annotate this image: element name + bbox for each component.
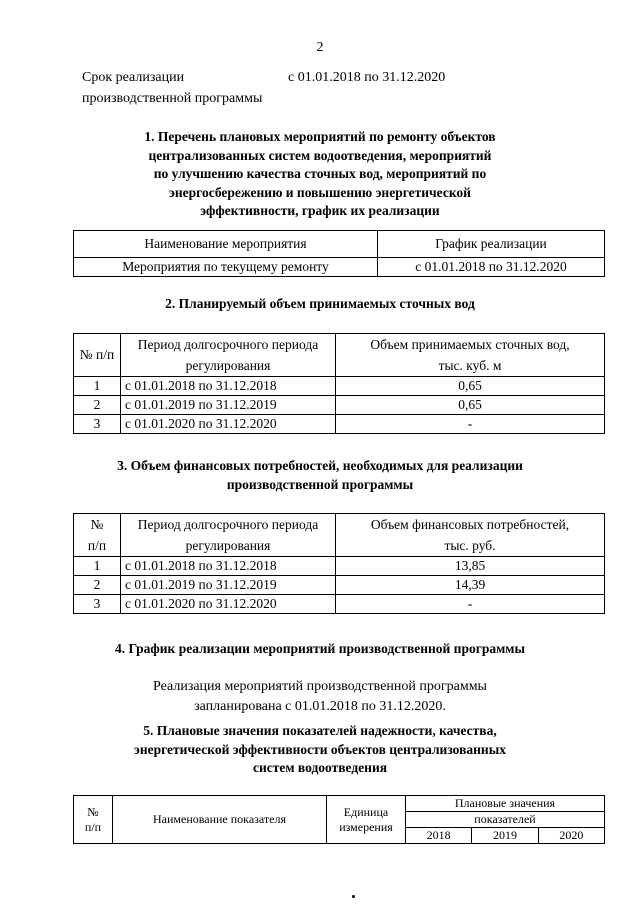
table-row xyxy=(74,415,605,434)
table-header-row xyxy=(74,796,605,812)
header-cell: Плановые значения xyxy=(406,796,605,812)
table-cell: с 01.01.2018 по 31.12.2018 xyxy=(121,557,336,576)
table-row xyxy=(74,576,605,595)
section1-title xyxy=(0,128,640,221)
table-header-row xyxy=(74,514,605,557)
table-cell: с 01.01.2020 по 31.12.2020 xyxy=(121,415,336,434)
section5-title-line: 5. Плановые значения показателей надежности, качества, xyxy=(143,723,497,738)
section1-title-line: энергосбережению и повышению энергетической xyxy=(169,184,471,200)
header-cell: График реализации xyxy=(378,231,605,258)
page-number: 2 xyxy=(316,40,324,55)
header-cell xyxy=(336,334,605,377)
section4-title-line: 4. График реализации мероприятий производственной программы xyxy=(114,641,526,656)
table-cell: 14,39 xyxy=(336,576,605,595)
section1-title-line: по улучшению качества сточных вод, мероприятий по xyxy=(153,166,487,181)
table-cell: 13,85 xyxy=(336,557,605,576)
header-line: Единица xyxy=(343,804,389,819)
section4-text-line: запланирована с 01.01.2018 по 31.12.2020. xyxy=(194,699,446,714)
indicators-table xyxy=(73,795,605,844)
table-cell: 0,65 xyxy=(336,377,605,396)
header-cell xyxy=(74,796,113,844)
table-cell: с 01.01.2018 по 31.12.2020 xyxy=(378,258,605,277)
table-row xyxy=(74,557,605,576)
period-label-line: производственной программы xyxy=(82,91,263,106)
header-line: № xyxy=(87,804,99,819)
table-cell: 0,65 xyxy=(336,396,605,415)
period-label-line: Срок реализации xyxy=(82,70,185,85)
header-line: Период долгосрочного периода xyxy=(137,517,319,532)
table-cell: с 01.01.2019 по 31.12.2019 xyxy=(121,396,336,415)
table-header-row xyxy=(74,334,605,377)
header-line: п/п xyxy=(87,538,107,553)
header-cell xyxy=(336,514,605,557)
section4-text xyxy=(0,677,640,717)
header-cell: Наименование мероприятия xyxy=(74,231,378,258)
section1-title-line: 1. Перечень плановых мероприятий по ремонту объектов xyxy=(144,129,496,144)
table-cell: с 01.01.2019 по 31.12.2019 xyxy=(121,576,336,595)
activities-table xyxy=(73,230,605,277)
table-cell: с 01.01.2020 по 31.12.2020 xyxy=(121,595,336,614)
table-row xyxy=(74,377,605,396)
header-line: тыс. куб. м xyxy=(438,358,502,373)
section3-title-line: 3. Объем финансовых потребностей, необходимых для реализации xyxy=(117,458,523,473)
section5-title-line: энергетической эффективности объектов централизованных xyxy=(133,741,506,757)
header-line: № xyxy=(90,517,104,532)
wastewater-volume-table xyxy=(73,333,605,434)
header-cell: показателей xyxy=(406,812,605,828)
table-cell: Мероприятия по текущему ремонту xyxy=(74,258,378,277)
table-row xyxy=(74,258,605,277)
section5-title xyxy=(0,722,640,778)
table-row xyxy=(74,396,605,415)
header-line: регулирования xyxy=(185,358,271,373)
year-cell: 2018 xyxy=(406,828,472,844)
table-header-row xyxy=(74,231,605,258)
header-line: Период долгосрочного периода xyxy=(137,337,319,352)
section1-title-line: централизованных систем водоотведения, мероприятий xyxy=(148,147,492,163)
table-row xyxy=(74,595,605,614)
header-cell xyxy=(121,514,336,557)
table-cell: 1 xyxy=(74,377,121,396)
header-line: регулирования xyxy=(185,538,271,553)
scan-mark xyxy=(352,895,355,898)
section3-title-line: производственной программы xyxy=(226,476,414,492)
header-line: Объем финансовых потребностей, xyxy=(370,517,570,532)
header-line: Объем принимаемых сточных вод, xyxy=(370,337,570,352)
table-cell: 2 xyxy=(74,576,121,595)
section2-title xyxy=(0,295,640,314)
section4-title xyxy=(0,640,640,659)
table-cell: 3 xyxy=(74,415,121,434)
header-cell xyxy=(74,514,121,557)
table-cell: с 01.01.2018 по 31.12.2018 xyxy=(121,377,336,396)
header-cell: Наименование показателя xyxy=(113,796,327,844)
header-line: измерения xyxy=(339,819,393,834)
year-cell: 2019 xyxy=(472,828,538,844)
table-cell: - xyxy=(336,415,605,434)
table-cell: 3 xyxy=(74,595,121,614)
financial-needs-table xyxy=(73,513,605,614)
table-cell: - xyxy=(336,595,605,614)
header-cell xyxy=(327,796,406,844)
section4-text-line: Реализация мероприятий производственной программы xyxy=(153,679,487,694)
section5-title-line: систем водоотведения xyxy=(252,760,388,775)
section3-title xyxy=(0,457,640,494)
header-cell xyxy=(121,334,336,377)
header-cell: № п/п xyxy=(74,334,121,377)
period-label xyxy=(82,67,262,109)
section2-title-line: 2. Планируемый объем принимаемых сточных вод xyxy=(165,296,475,311)
period-value: с 01.01.2018 по 31.12.2020 xyxy=(288,70,446,85)
header-line: п/п xyxy=(84,819,102,834)
header-line: тыс. руб. xyxy=(444,538,496,553)
section1-title-line: эффективности, график их реализации xyxy=(200,203,440,218)
table-cell: 2 xyxy=(74,396,121,415)
year-cell: 2020 xyxy=(538,828,604,844)
table-cell: 1 xyxy=(74,557,121,576)
